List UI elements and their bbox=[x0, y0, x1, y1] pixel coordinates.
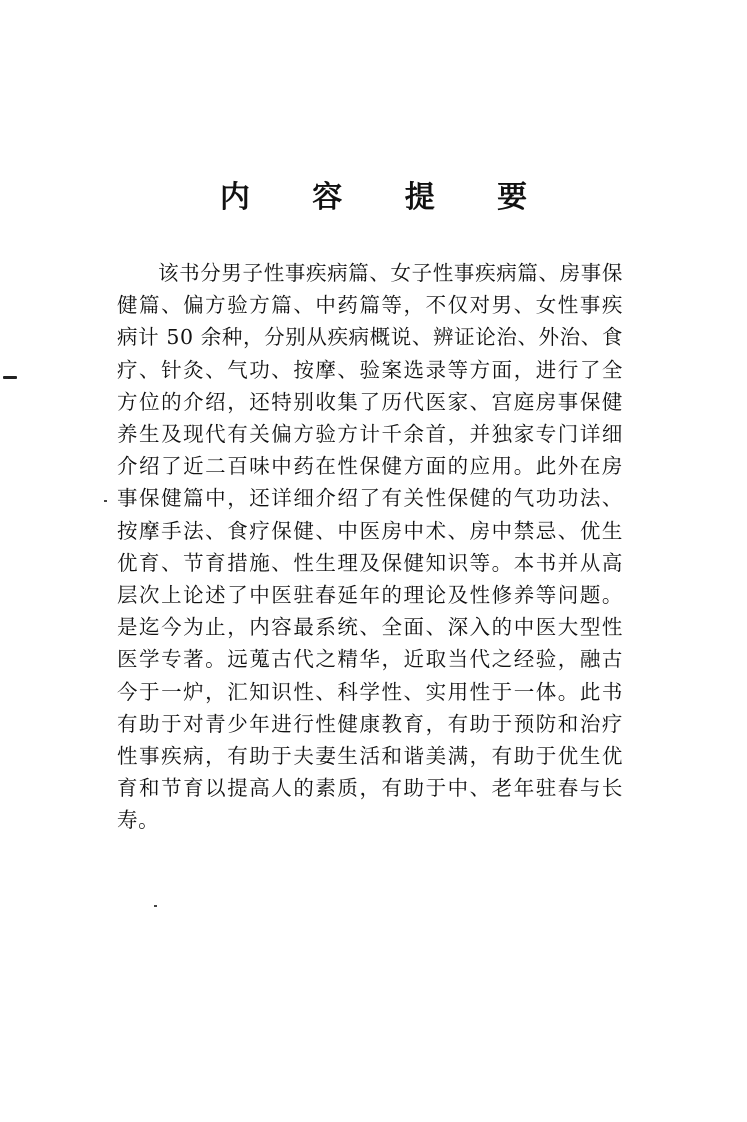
page-title: 内 容 提 要 bbox=[219, 180, 554, 216]
scan-speck bbox=[154, 905, 157, 907]
summary-paragraph: 该书分男子性事疾病篇、女子性事疾病篇、房事保健篇、偏方验方篇、中药篇等，不仅对男、女性事疾病计 50 余种，分别从疾病概说、辨证论治、外治、食疗、针灸、气功、按摩、验案选录等方面，进行了全方位的介绍，还特别收集了历代医家、宫庭房事保健养生及现代有关偏方验方计千余首，并独家专门详细介绍了近二百味中药在性保健方面的应用。此外在房事保健篇中，还详细介绍了有关性保健的气功功法、按摩手法、食疗保健、中医房中术、房中禁忌、优生优育、节育措施、性生理及保健知识等。本书并从高层次上论述了中医驻春延年的理论及性修养等问题。是迄今为止，内容最系统、全面、深入的中医大型性医学专著。远蒐古代之精华，近取当代之经验，融古今于一炉，汇知识性、科学性、实用性于一体。此书有助于对青少年进行性健康教育，有助于预防和治疗性事疾病，有助于夫妻生活和谐美满，有助于优生优育和节育以提高人的素质，有助于中、老年驻春与长寿。 bbox=[117, 261, 623, 833]
margin-mark bbox=[3, 376, 17, 379]
scan-speck bbox=[104, 500, 107, 502]
